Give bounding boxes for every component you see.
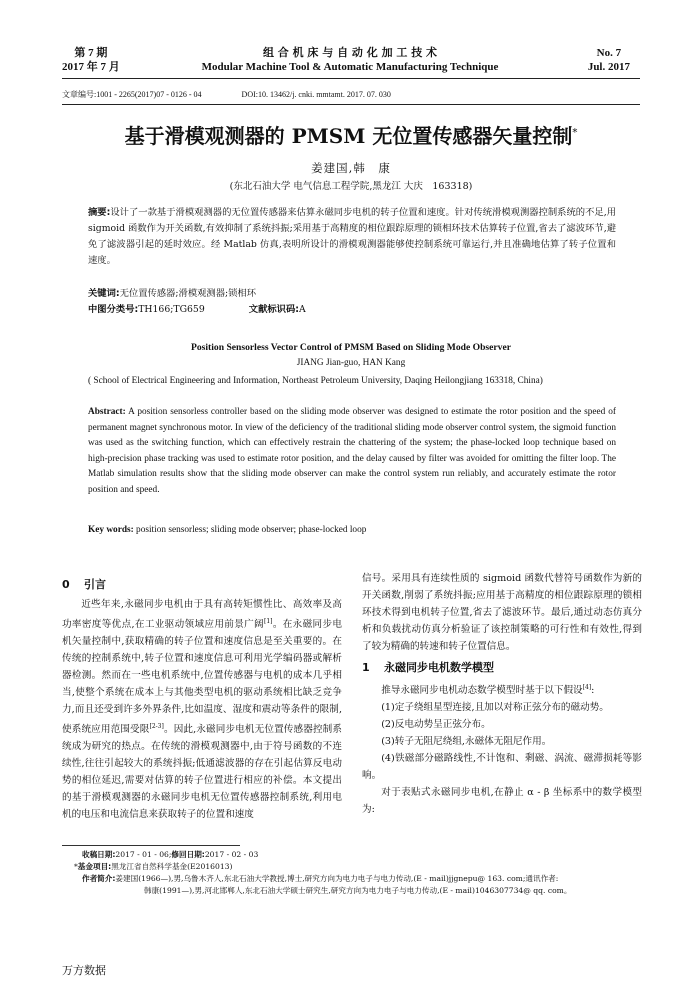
intro-text-a: 近些年来,永磁同步电机由于具有高转矩惯性比、高效率及高功率密度等优点,在工业驱动领域应用前景广阔 [62, 599, 342, 631]
affiliation-en: ( School of Electrical Engineering and Information, Northeast Petroleum University, Daqing Heilongjiang 163318, China) [88, 376, 543, 386]
authors-cn: 姜建国,韩 康 [311, 161, 391, 175]
keywords-cn-text: 无位置传感器;滑模观测器;锁相环 [119, 288, 257, 299]
fund-mark: * [74, 862, 78, 871]
fund-text: 黑龙江省自然科学基金(E2016013) [111, 862, 233, 871]
title-footnote-mark: * [572, 127, 578, 139]
footnote-dates [62, 849, 640, 861]
classification-line [88, 301, 306, 315]
keywords-en [88, 525, 366, 535]
bio-text-1: 姜建国(1966—),男,乌鲁木齐人,东北石油大学教授,博士,研究方向为电力电子与电力传动,(E - mail)jjgnepu@ 163. com;通讯作者: [115, 874, 559, 883]
citation-1: [1] [263, 618, 273, 625]
revised-date: 2017 - 02 - 03 [204, 850, 259, 859]
affiliation-cn: (东北石油大学 电气信息工程学院,黑龙江 大庆 163318) [229, 181, 473, 192]
received-label: 收稿日期: [82, 850, 116, 859]
classification-label: 中图分类号: [88, 304, 139, 315]
footnote-fund [62, 861, 640, 873]
header-issue-cn [62, 46, 120, 74]
bio-label: 作者简介: [82, 874, 116, 883]
citation-2-3: [2-3] [149, 723, 164, 731]
page-title [62, 120, 640, 149]
body-column-left [62, 574, 342, 823]
abstract-en-label: Abstract: [88, 407, 126, 417]
header-rule [62, 78, 640, 79]
issue-cn: 第 7 期 [74, 47, 108, 59]
assumption-intro-colon: : [591, 685, 595, 697]
header-issue-en [588, 46, 630, 74]
classification-value: TH166;TG659 [138, 304, 205, 315]
intro-text-b: 。在永磁同步电机矢量控制中,获取精确的转子位置和速度信息是至关重要的。在传统的控制系统中,转子位置和速度信息可利用光学编码器或解析器检测。然而在一些电机系统中,位置传感器与电机的成本几乎相当,使整个系统在成本上与其他类型电机的驱动系统相比缺乏竞争力,而且还受到许多外界条件,比如温度、湿度和震动等条件的限制,使系统应用范围受限 [62, 619, 342, 736]
journal-name-cn: 组 合 机 床 与 自 动 化 加 工 技 术 [262, 46, 438, 59]
received-date: 2017 - 01 - 06; [115, 850, 172, 859]
keywords-cn-label: 关键词: [88, 288, 120, 299]
assumption-2: (2)反电动势呈正弦分布。 [381, 719, 491, 731]
section-1-intro [362, 679, 642, 699]
document-code-value: A [298, 304, 306, 315]
date-cn: 2017 年 7 月 [62, 61, 120, 73]
keywords-cn [88, 285, 256, 299]
section-0-title: 引言 [84, 578, 106, 591]
watermark: 万方数据 [62, 964, 106, 977]
footnotes [62, 849, 640, 897]
journal-name-en: Modular Machine Tool & Automatic Manufacturing Technique [201, 61, 499, 73]
revised-label: 修回日期: [171, 850, 205, 859]
abstract-en [88, 405, 616, 499]
article-meta [62, 89, 391, 100]
doi: DOI:10. 13462/j. cnki. mmtamt. 2017. 07. 030 [241, 90, 391, 99]
section-1-title: 永磁同步电机数学模型 [384, 661, 494, 674]
citation-4: [4] [582, 684, 592, 691]
intro-continuation: 信号。采用具有连续性质的 sigmoid 函数代替符号函数作为新的开关函数,削弱了系统抖振;应用基于高精度的相位跟踪原理的锁相环技术得到电机转子位置,省去了滤波环节。最后,通过动态仿真分析和负载扰动仿真分析验证了该控制策略的可行性和有效性,得到了较为精确的转速和转子位置信息。 [362, 573, 642, 652]
date-en: Jul. 2017 [587, 61, 630, 73]
section-0-number: 0 [62, 578, 70, 591]
section-0-heading [62, 574, 342, 596]
intro-text-c: 。因此,永磁同步电机无位置传感器控制系统成为研究的热点。在传统的滑模观测器中,由于符号函数的不连续性,往往引起较大的系统抖振;低通滤波器的存在引起估算反电动势的相位延迟,需要对估算的转子位置进行相应的补偿。本文提出的基于滑模观测器的永磁同步电机无位置传感器控制系统,利用电机的电压和电流信息来获取转子的位置和速度 [62, 724, 342, 821]
abstract-cn-text: 设计了一款基于滑模观测器的无位置传感器来估算永磁同步电机的转子位置和速度。针对传统滑模观测器控制系统的不足,用 sigmoid 函数作为开关函数,有效抑制了系统抖振;采用基于高精度的相位跟踪原理的锁相环技术估算转子位置,省去了滤波环节,避免了滤波器引起的延时效应。经 Matlab 仿真,表明所设计的滑模观测器能够使控制系统可靠运行,并且准确地估算了转子位置和速度。 [88, 207, 616, 266]
section-1-heading [362, 657, 642, 679]
abstract-en-text: A position sensorless controller based on the sliding mode observer was designed to estimate the rotor position and the speed of permanent magnet synchronous motor. In view of the deficiency of the traditional sliding mode observer control system, the sigmoid function was used as the switching function, which can effectively restrain the chattering of the system; the phase-locked loop technique based on high-precision phase tracking was used to estimate rotor position, and the delay caused by filter was avoided for omitting the filter loop. The Matlab simulation results show that the sliding mode observer can make the control system run reliably, and accurately estimate the rotor position and speed. [88, 407, 616, 495]
document-code-label: 文献标识码: [248, 304, 299, 315]
abstract-cn-label: 摘要: [88, 207, 111, 218]
footnote-rule [62, 845, 240, 846]
title-cn: 基于滑模观测器的 PMSM 无位置传感器矢量控制 [124, 124, 573, 148]
keywords-en-text: position sensorless; sliding mode observer; phase-locked loop [133, 525, 367, 535]
model-intro: 对于表贴式永磁同步电机,在静止 α - β 坐标系中的数学模型为: [362, 787, 642, 816]
footnote-bio [62, 873, 640, 885]
body-column-right [362, 570, 642, 818]
fund-label: 基金项目: [77, 862, 112, 871]
abstract-cn [88, 205, 616, 269]
assumption-1: (1)定子绕组星型连接,且加以对称正弦分布的磁动势。 [381, 702, 609, 714]
assumption-3: (3)转子无阻尼绕组,永磁体无阻尼作用。 [381, 736, 552, 748]
bio-text-2: 韩康(1991—),男,河北邯郸人,东北石油大学硕士研究生,研究方向为电力电子与电力传动,(E - mail)1046307734@ qq. com。 [144, 886, 572, 895]
issue-en: No. 7 [596, 47, 622, 59]
section-0-paragraph [62, 596, 342, 823]
meta-rule [62, 104, 640, 105]
keywords-en-label: Key words: [88, 525, 134, 535]
article-number: 文章编号:1001 - 2265(2017)07 - 0126 - 04 [62, 90, 202, 99]
header-journal [170, 46, 530, 74]
section-1-number: 1 [362, 661, 370, 674]
assumption-intro-text: 推导永磁同步电机动态数学模型时基于以下假设 [381, 685, 583, 697]
authors-en: JIANG Jian-guo, HAN Kang [296, 358, 406, 368]
title-en: Position Sensorless Vector Control of PMSM Based on Sliding Mode Observer [191, 342, 511, 353]
assumption-4: (4)铁磁部分磁路线性,不计饱和、剩磁、涡流、磁滞损耗等影响。 [362, 753, 642, 782]
